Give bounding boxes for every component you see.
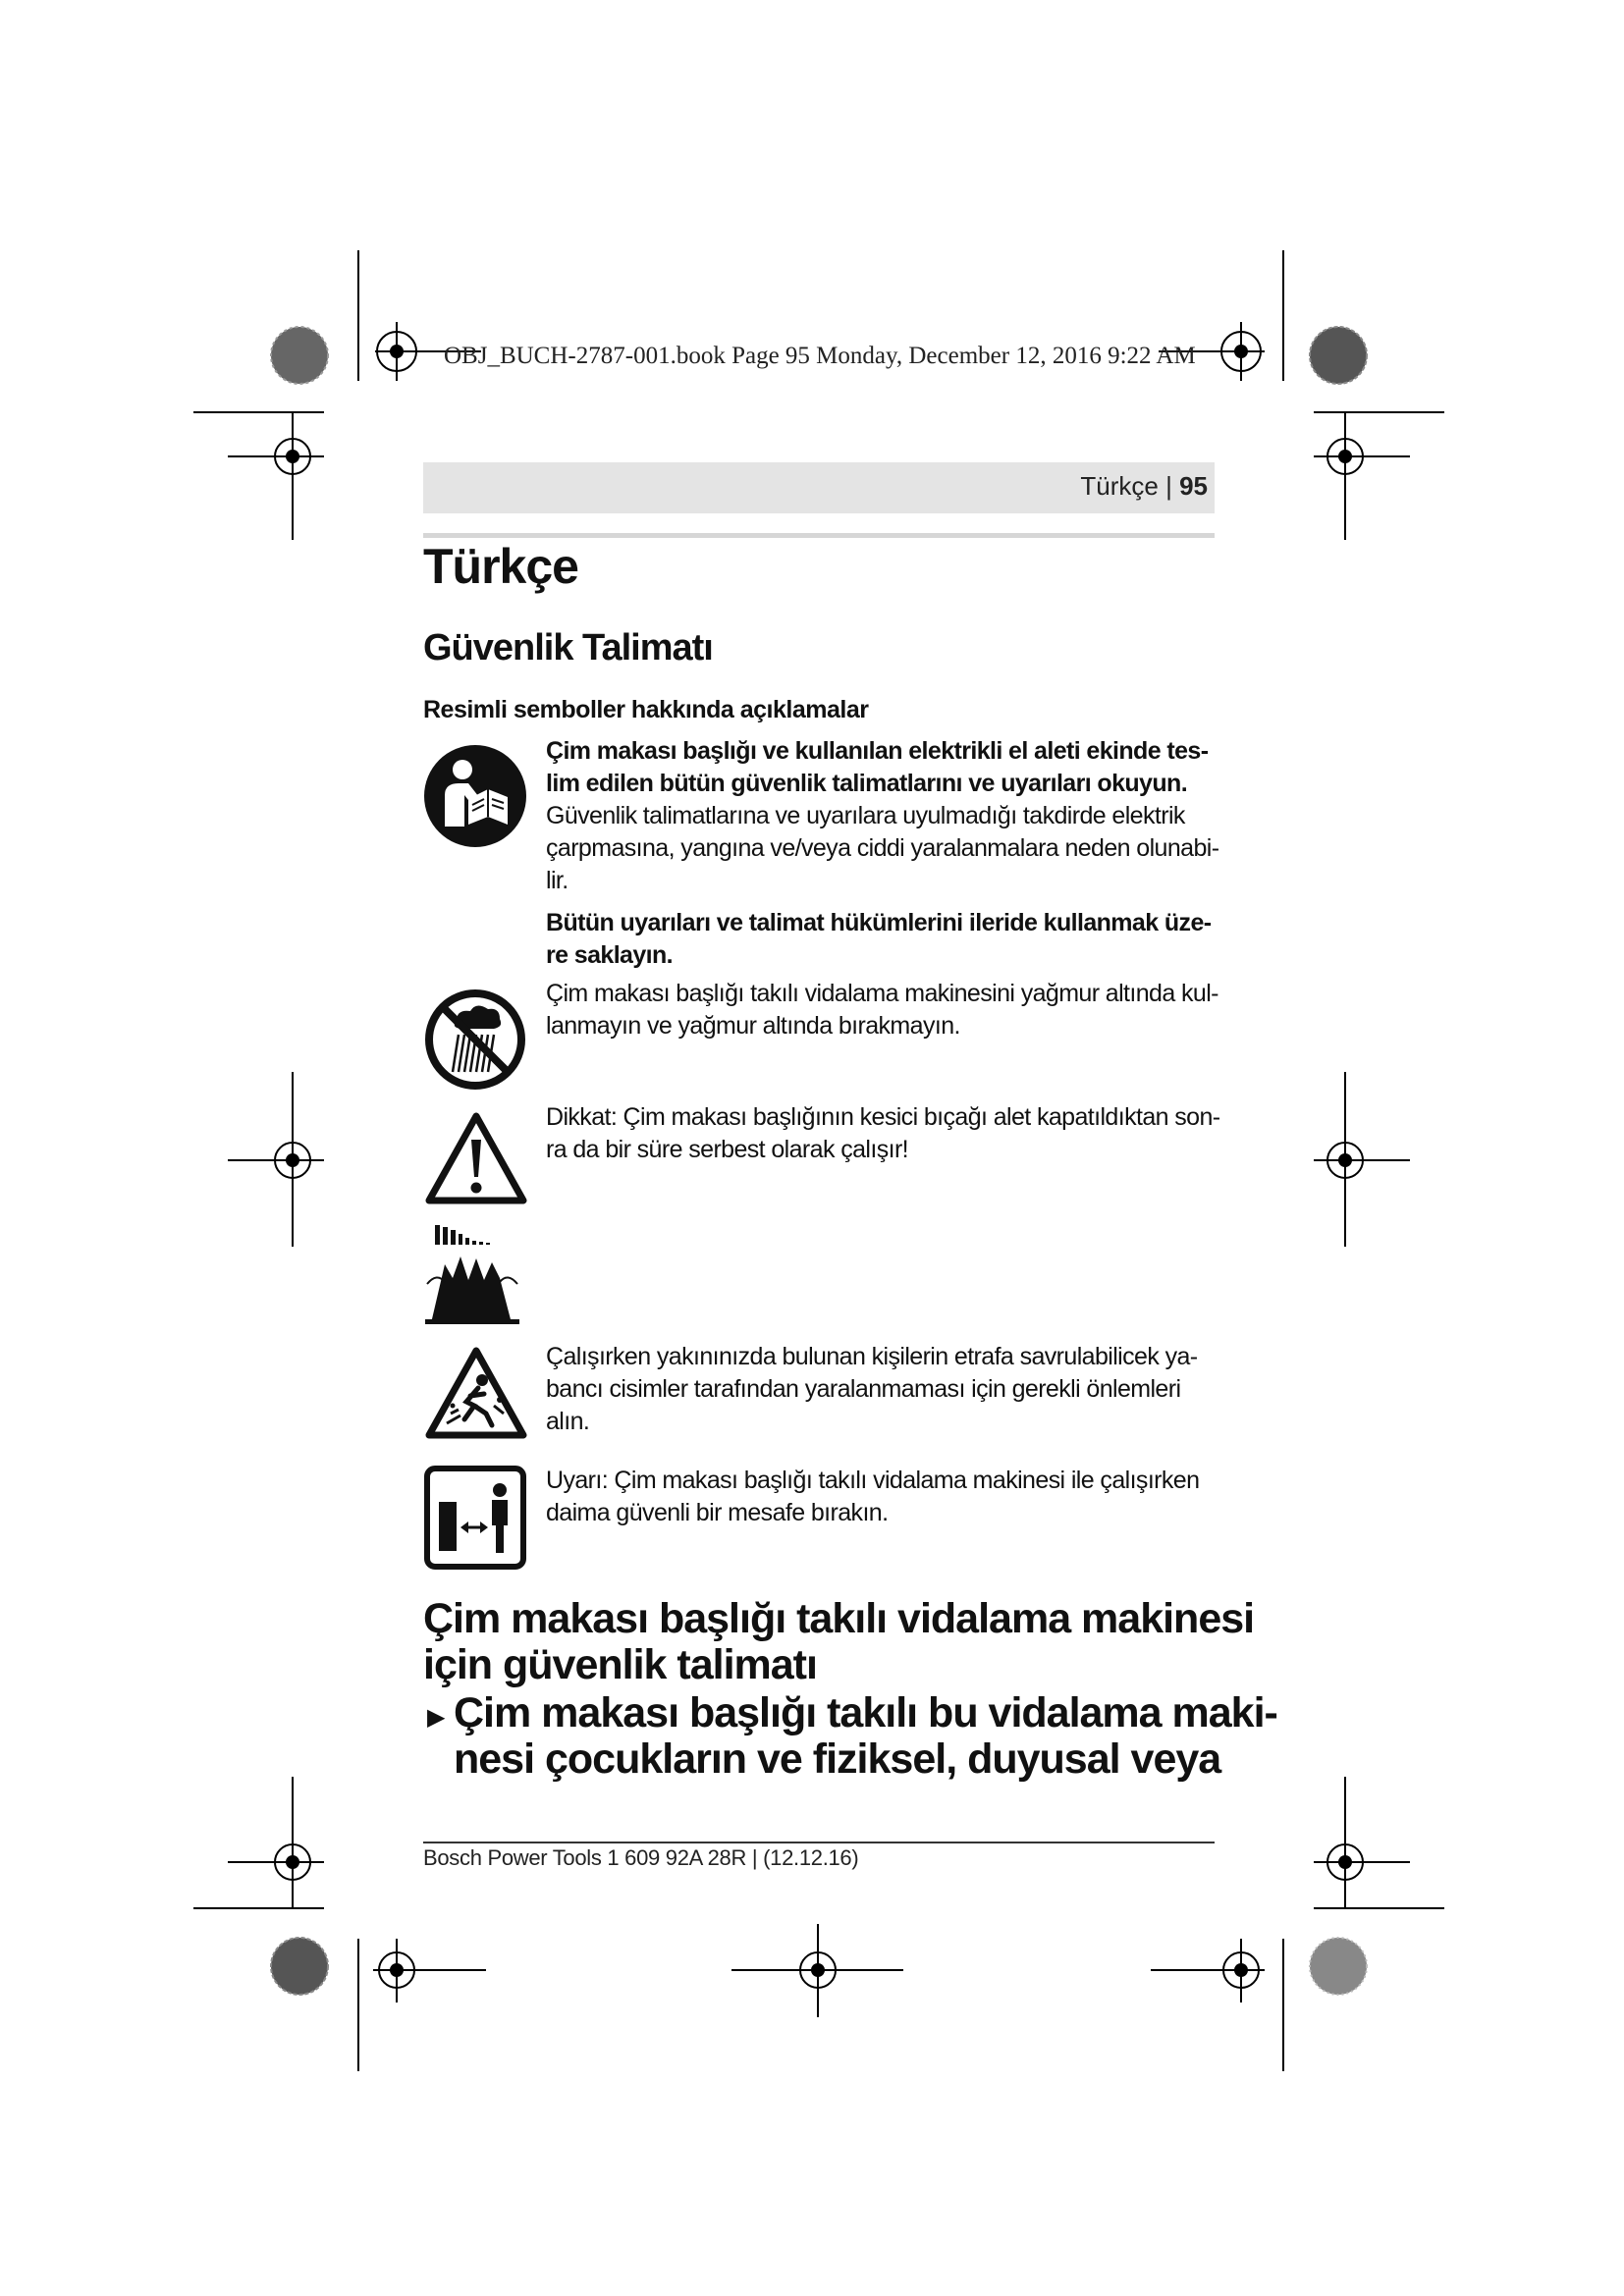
text-line: Çalışırken yakınınızda bulunan kişilerin etrafa savrulabilicek ya-: [546, 1343, 1198, 1370]
text-line: daima güvenli bir mesafe bırakın.: [546, 1499, 889, 1526]
blade-runout-icon: [423, 1223, 521, 1325]
text-line: re saklayın.: [546, 941, 674, 969]
text-line: bancı cisimler tarafından yaralanmaması için gerekli önlemleri: [546, 1375, 1181, 1403]
safe-distance-icon: [423, 1465, 527, 1571]
read-manual-icon: [423, 744, 527, 848]
text-line: alın.: [546, 1408, 590, 1435]
thrown-objects-text: [546, 1341, 1214, 1438]
thrown-objects-warning-icon: [423, 1345, 529, 1443]
text-line: Çim makası başlığı takılı vidalama makinesini yağmur altında kul-: [546, 980, 1218, 1007]
safety-section-heading: [423, 1596, 1254, 1688]
keep-instructions-text: [546, 907, 1214, 972]
text-line: lanmayın ve yağmur altında bırakmayın.: [546, 1012, 960, 1040]
text-line: Bütün uyarıları ve talimat hükümlerini ileride kullanmak üze-: [546, 909, 1212, 936]
safe-distance-text: [546, 1465, 1214, 1529]
print-slug: OBJ_BUCH-2787-001.book Page 95 Monday, December 12, 2016 9:22 AM: [444, 343, 1196, 369]
text-line: Çim makası başlığı ve kullanılan elektrikli el aleti ekinde tes-: [546, 737, 1209, 765]
text-line: Dikkat: Çim makası başlığının kesici bıçağı alet kapatıldıktan son-: [546, 1103, 1220, 1131]
bullet-instruction: [454, 1690, 1277, 1783]
no-rain-icon: [423, 988, 527, 1092]
header-separator: |: [1165, 471, 1172, 501]
text-line: lir.: [546, 867, 568, 894]
page-number: 95: [1179, 471, 1208, 501]
warning-text: [546, 1101, 1220, 1166]
running-header: [1080, 471, 1208, 502]
text-line: lim edilen bütün güvenlik talimatlarını ve uyarıları okuyun.: [546, 770, 1188, 797]
text-line: çarpmasına, yangına ve/veya ciddi yaralanmalara neden olunabi-: [546, 834, 1219, 862]
text-line: Uyarı: Çim makası başlığı takılı vidalama makinesi ile çalışırken: [546, 1467, 1200, 1494]
bullet-line: Çim makası başlığı takılı bu vidalama maki-: [454, 1689, 1277, 1736]
no-rain-text: [546, 978, 1218, 1042]
section-heading: Güvenlik Talimatı: [423, 627, 713, 668]
heading-line: için güvenlik talimatı: [423, 1641, 817, 1688]
page-footer: Bosch Power Tools 1 609 92A 28R | (12.12.16): [423, 1845, 859, 1870]
page-title: Türkçe: [423, 539, 578, 594]
heading-line: Çim makası başlığı takılı vidalama makinesi: [423, 1595, 1255, 1642]
read-manual-text: [546, 735, 1219, 897]
text-line: Güvenlik talimatlarına ve uyarılara uyulmadığı takdirde elektrik: [546, 802, 1185, 829]
bullet-line: nesi çocukların ve fiziksel, duyusal veya: [454, 1735, 1221, 1783]
footer-rule: [423, 1842, 1215, 1843]
text-line: ra da bir süre serbest olarak çalışır!: [546, 1136, 909, 1163]
subsection-heading: Resimli semboller hakkında açıklamalar: [423, 696, 869, 723]
bullet-arrow-icon: ▶: [427, 1704, 446, 1731]
warning-triangle-icon: [423, 1110, 529, 1208]
header-language: Türkçe: [1080, 471, 1159, 501]
